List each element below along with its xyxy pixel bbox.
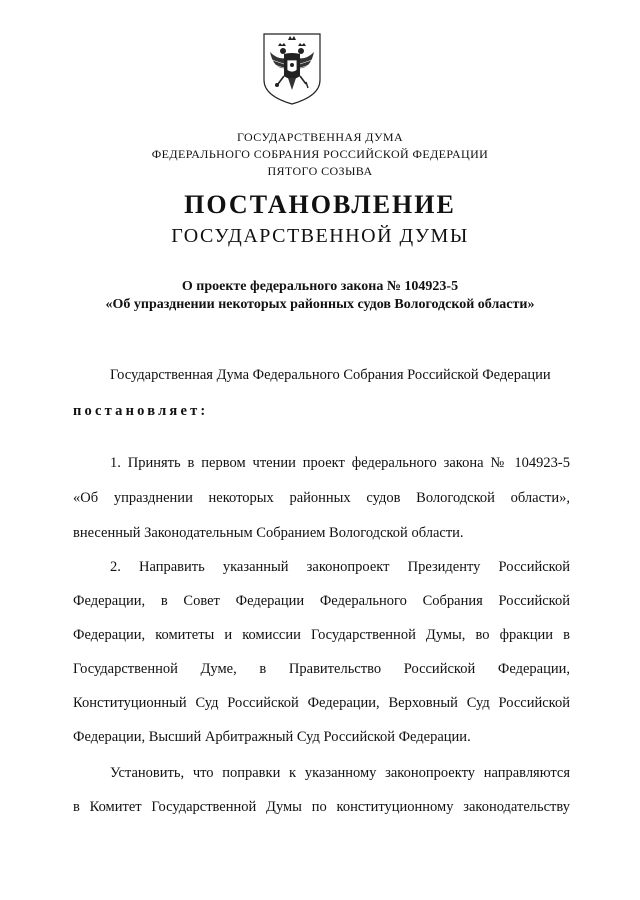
item3-line: Установить, что поправки к указанному законопроекту направляются [110,765,570,781]
item2-line: Федерации, Высший Арбитражный Суд Российской Федерации. [73,729,471,745]
subject-line-1: О проекте федерального закона № 104923-5 [181,279,459,294]
item1-line: «Об упразднении некоторых районных судов Вологодской области», [73,490,570,506]
header-convocation: ПЯТОГО СОЗЫВА [267,164,373,178]
item3-line: в Комитет Государственной Думы по конституционному законодательству [73,799,570,815]
item2-line: Государственной Думе, в Правительство Российской Федерации, [73,661,570,677]
item1-line: внесенный Законодательным Собранием Вологодской области. [73,525,464,541]
item2-line: 2. Направить указанный законопроект Президенту Российской [110,559,570,575]
header-duma: ГОСУДАРСТВЕННАЯ ДУМА [236,130,404,144]
item2-line: Конституционный Суд Российской Федерации, Верховный Суд Российской [73,695,570,711]
item1-line: 1. Принять в первом чтении проект федерального закона № 104923-5 [110,455,570,471]
item2-line: Федерации, комитеты и комиссии Государственной Думы, во фракции в [73,627,570,643]
document-issuer: ГОСУДАРСТВЕННОЙ ДУМЫ [171,225,469,247]
preamble-text: Государственная Дума Федерального Собрания Российской Федерации [110,367,551,383]
document-type-title: ПОСТАНОВЛЕНИЕ [184,190,456,219]
item2-line: Федерации, в Совет Федерации Федерального Собрания Российской [73,593,570,609]
russian-coat-of-arms-icon [260,30,324,106]
header-assembly: ФЕДЕРАЛЬНОГО СОБРАНИЯ РОССИЙСКОЙ ФЕДЕРАЦИИ [151,147,489,161]
resolves-word: постановляет: [73,403,209,419]
subject-line-2: «Об упразднении некоторых районных судов Вологодской области» [105,297,535,312]
